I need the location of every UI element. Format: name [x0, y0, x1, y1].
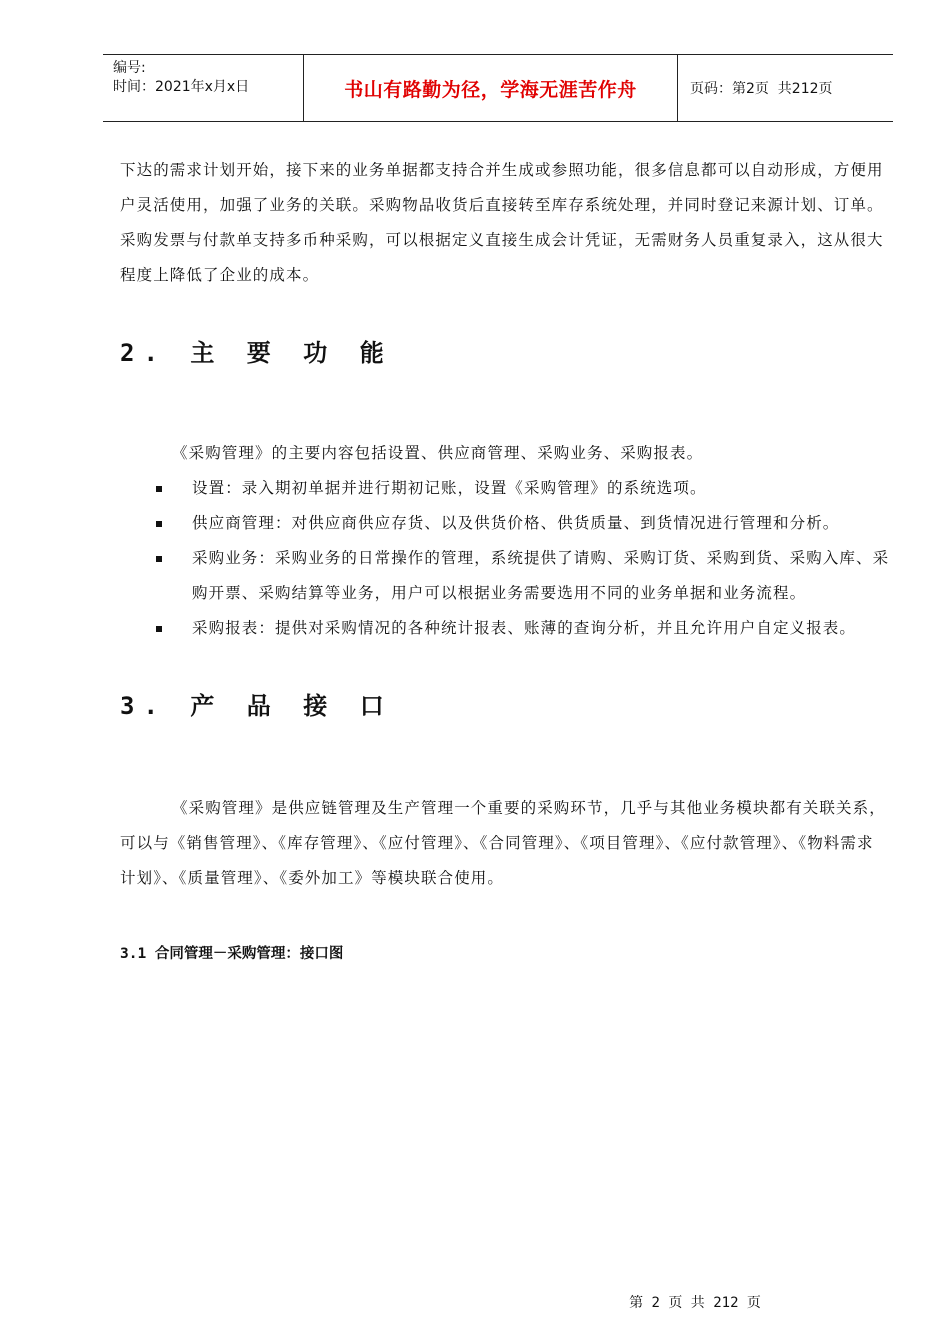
list-item: 采购报表：提供对采购情况的各种统计报表、账薄的查询分析，并且允许用户自定义报表。 [120, 611, 890, 646]
intro-paragraph: 下达的需求计划开始，接下来的业务单据都支持合并生成或参照功能，很多信息都可以自动形成，方便用户灵活使用，加强了业务的关联。采购物品收货后直接转至库存系统处理，并同时登记来源计划、订单。采购发票与付款单支持多币种采购，可以根据定义直接生成会计凭证，无需财务人员重复录入，这从很大程度上降低了企业的成本。 [120, 161, 884, 284]
list-item: 设置：录入期初单据并进行期初记账，设置《采购管理》的系统选项。 [120, 471, 890, 506]
list-item: 采购业务：采购业务的日常操作的管理，系统提供了请购、采购订货、采购到货、采购入库、采购开票、采购结算等业务，用户可以根据业务需要选用不同的业务单据和业务流程。 [120, 541, 890, 611]
section-2-title: 2. 主 要 功 能 [120, 339, 393, 367]
bullet-square-icon [156, 521, 162, 527]
document-date-label: 时间：2021年x月x日 [113, 79, 250, 95]
feature-list [120, 471, 890, 646]
bullet-square-icon [156, 626, 162, 632]
bullet-square-icon [156, 556, 162, 562]
document-number-label: 编号: [113, 60, 146, 76]
subsection-3-1-title: 3.1 合同管理－采购管理：接口图 [120, 946, 344, 962]
bullet-square-icon [156, 486, 162, 492]
document-body [120, 153, 890, 963]
page-header [103, 54, 893, 122]
list-item: 供应商管理：对供应商供应存货、以及供货价格、供货质量、到货情况进行管理和分析。 [120, 506, 890, 541]
page-footer: 第 2 页 共 212 页 [629, 1295, 761, 1311]
section-3-title: 3. 产 品 接 口 [120, 692, 393, 720]
section-2-lead: 《采购管理》的主要内容包括设置、供应商管理、采购业务、采购报表。 [172, 444, 704, 462]
header-page-label: 页码：第2页 共212页 [690, 81, 833, 97]
header-motto: 书山有路勤为径，学海无涯苦作舟 [304, 55, 678, 121]
section-3-paragraph: 《采购管理》是供应链管理及生产管理一个重要的采购环节，几乎与其他业务模块都有关联关系，可以与《销售管理》、《库存管理》、《应付管理》、《合同管理》、《项目管理》、《应付款管理》、《物料需求计划》、《质量管理》、《委外加工》等模块联合使用。 [120, 799, 886, 887]
header-page-info [678, 55, 893, 121]
header-meta [103, 55, 304, 121]
